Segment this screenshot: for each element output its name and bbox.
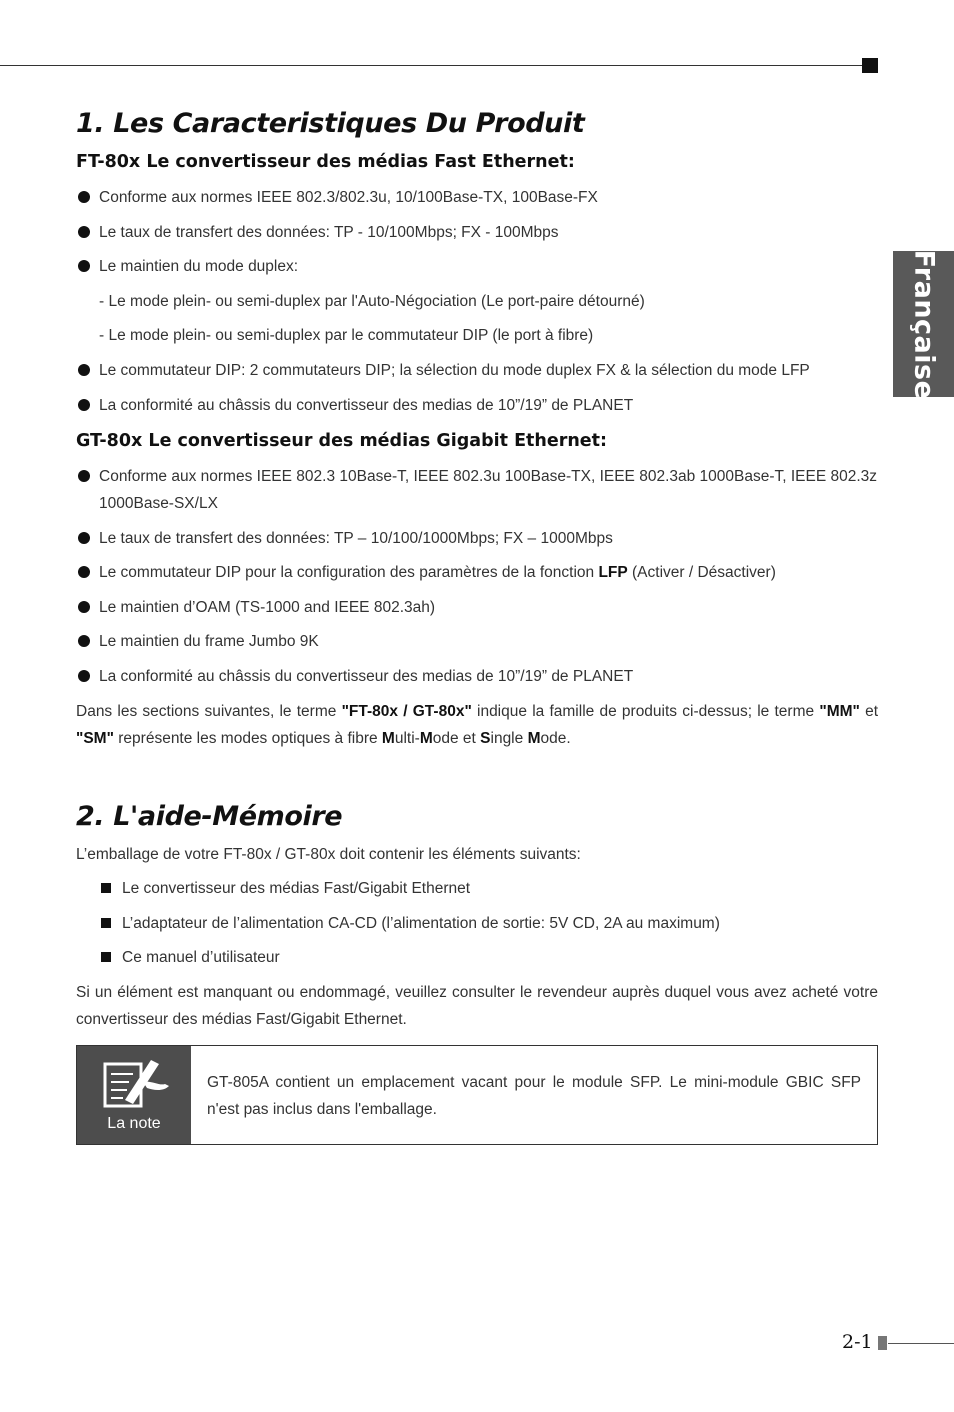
summary-initial: M (419, 730, 433, 747)
note-box (76, 1045, 878, 1145)
summary-initial: M (527, 730, 541, 747)
square-bullet-icon (101, 883, 111, 893)
gt-item-6: La conformité au châssis du convertisseur des medias de 10”/19” de PLANET (99, 668, 634, 685)
summary-initial: M (381, 730, 395, 747)
bullet-icon (78, 566, 90, 578)
note-pen-icon (99, 1052, 171, 1114)
bullet-icon (78, 364, 90, 376)
bullet-icon (78, 191, 90, 203)
summary-term-family: "FT-80x / GT-80x" (341, 703, 472, 720)
gt-item-1: Conforme aux normes IEEE 802.3 10Base-T, IEEE 802.3u 100Base-TX, IEEE 802.3ab 1000Base-T, IEEE 802.3z 1000Base-SX/LX (99, 468, 878, 512)
summary-text: représente les modes optiques à fibre (113, 730, 382, 747)
bullet-icon (78, 470, 90, 482)
bullet-icon (78, 399, 90, 411)
summary-text: ulti- (394, 730, 420, 747)
section-1-title: 1. Les Caracteristiques Du Produit (76, 108, 585, 139)
bullet-icon (78, 226, 90, 238)
summary-initial: S (480, 730, 491, 747)
summary-text: ode et (432, 730, 481, 747)
gt-item-5: Le maintien du frame Jumbo 9K (99, 633, 319, 650)
ft-item-4: Le commutateur DIP: 2 commutateurs DIP; la sélection du mode duplex FX & la sélection du mode LFP (99, 362, 810, 379)
package-item-1: Le convertisseur des médias Fast/Gigabit Ethernet (122, 880, 471, 897)
ft-subitem-1: - Le mode plein- ou semi-duplex par l'Auto-Négociation (Le port-paire détourné) (99, 293, 645, 310)
summary-text: ingle (490, 730, 528, 747)
bullet-icon (78, 670, 90, 682)
gt-item-3-suffix: (Activer / Désactiver) (627, 564, 776, 581)
summary-paragraph (76, 698, 878, 752)
page-number: 2-1 (842, 1331, 873, 1353)
gt80x-heading: GT-80x Le convertisseur des médias Gigabit Ethernet: (76, 431, 608, 451)
gt-item-3-text: Le commutateur DIP pour la configuration des paramètres de la fonction (99, 564, 599, 581)
ft-subitem-2: - Le mode plein- ou semi-duplex par le commutateur DIP (le port à fibre) (99, 327, 594, 344)
lfp-term: LFP (598, 564, 628, 581)
square-bullet-icon (101, 918, 111, 928)
ft80x-heading: FT-80x Le convertisseur des médias Fast Ethernet: (76, 152, 575, 172)
gt-item-2: Le taux de transfert des données: TP – 10/100/1000Mbps; FX – 1000Mbps (99, 530, 613, 547)
page-number-marker (878, 1336, 887, 1350)
square-bullet-icon (101, 952, 111, 962)
bullet-icon (78, 635, 90, 647)
footer-rule (888, 1343, 954, 1344)
summary-term-mm: "MM" (819, 703, 860, 720)
bullet-icon (78, 601, 90, 613)
language-tab (893, 251, 954, 397)
section-2-title: 2. L'aide-Mémoire (76, 801, 343, 832)
ft-item-2: Le taux de transfert des données: TP - 10/100Mbps; FX - 100Mbps (99, 224, 559, 241)
note-label: La note (107, 1115, 161, 1132)
ft-item-3: Le maintien du mode duplex: (99, 258, 299, 275)
package-item-3: Ce manuel d’utilisateur (122, 949, 280, 966)
ft-item-1: Conforme aux normes IEEE 802.3/802.3u, 10/100Base-TX, 100Base-FX (99, 189, 598, 206)
package-item-2: L’adaptateur de l’alimentation CA-CD (l’alimentation de sortie: 5V CD, 2A au maximum) (122, 915, 720, 932)
bullet-icon (78, 532, 90, 544)
note-icon-cell (77, 1046, 191, 1144)
missing-items-paragraph: Si un élément est manquant ou endommagé, veuillez consulter le revendeur auprès duquel vous avez acheté votre convertisseur des médias Fast/Gigabit Ethernet. (76, 984, 878, 1028)
summary-text: indique la famille de produits ci-dessus; le terme (471, 703, 820, 720)
language-tab-label: Française (908, 249, 939, 399)
gt-item-3 (99, 559, 879, 586)
package-intro: L’emballage de votre FT-80x / GT-80x doit contenir les éléments suivants: (76, 846, 581, 863)
header-marker (862, 58, 878, 73)
summary-text: et (859, 703, 879, 720)
summary-term-sm: "SM" (76, 730, 114, 747)
header-rule (0, 65, 862, 66)
note-text: GT-805A contient un emplacement vacant pour le module SFP. Le mini-module GBIC SFP n'est pas inclus dans l'emballage. (207, 1074, 861, 1118)
gt-item-4: Le maintien d’OAM (TS-1000 and IEEE 802.3ah) (99, 599, 436, 616)
ft-item-5: La conformité au châssis du convertisseur des medias de 10”/19” de PLANET (99, 397, 634, 414)
summary-text: ode. (540, 730, 571, 747)
bullet-icon (78, 260, 90, 272)
summary-text: Dans les sections suivantes, le terme (76, 703, 342, 720)
